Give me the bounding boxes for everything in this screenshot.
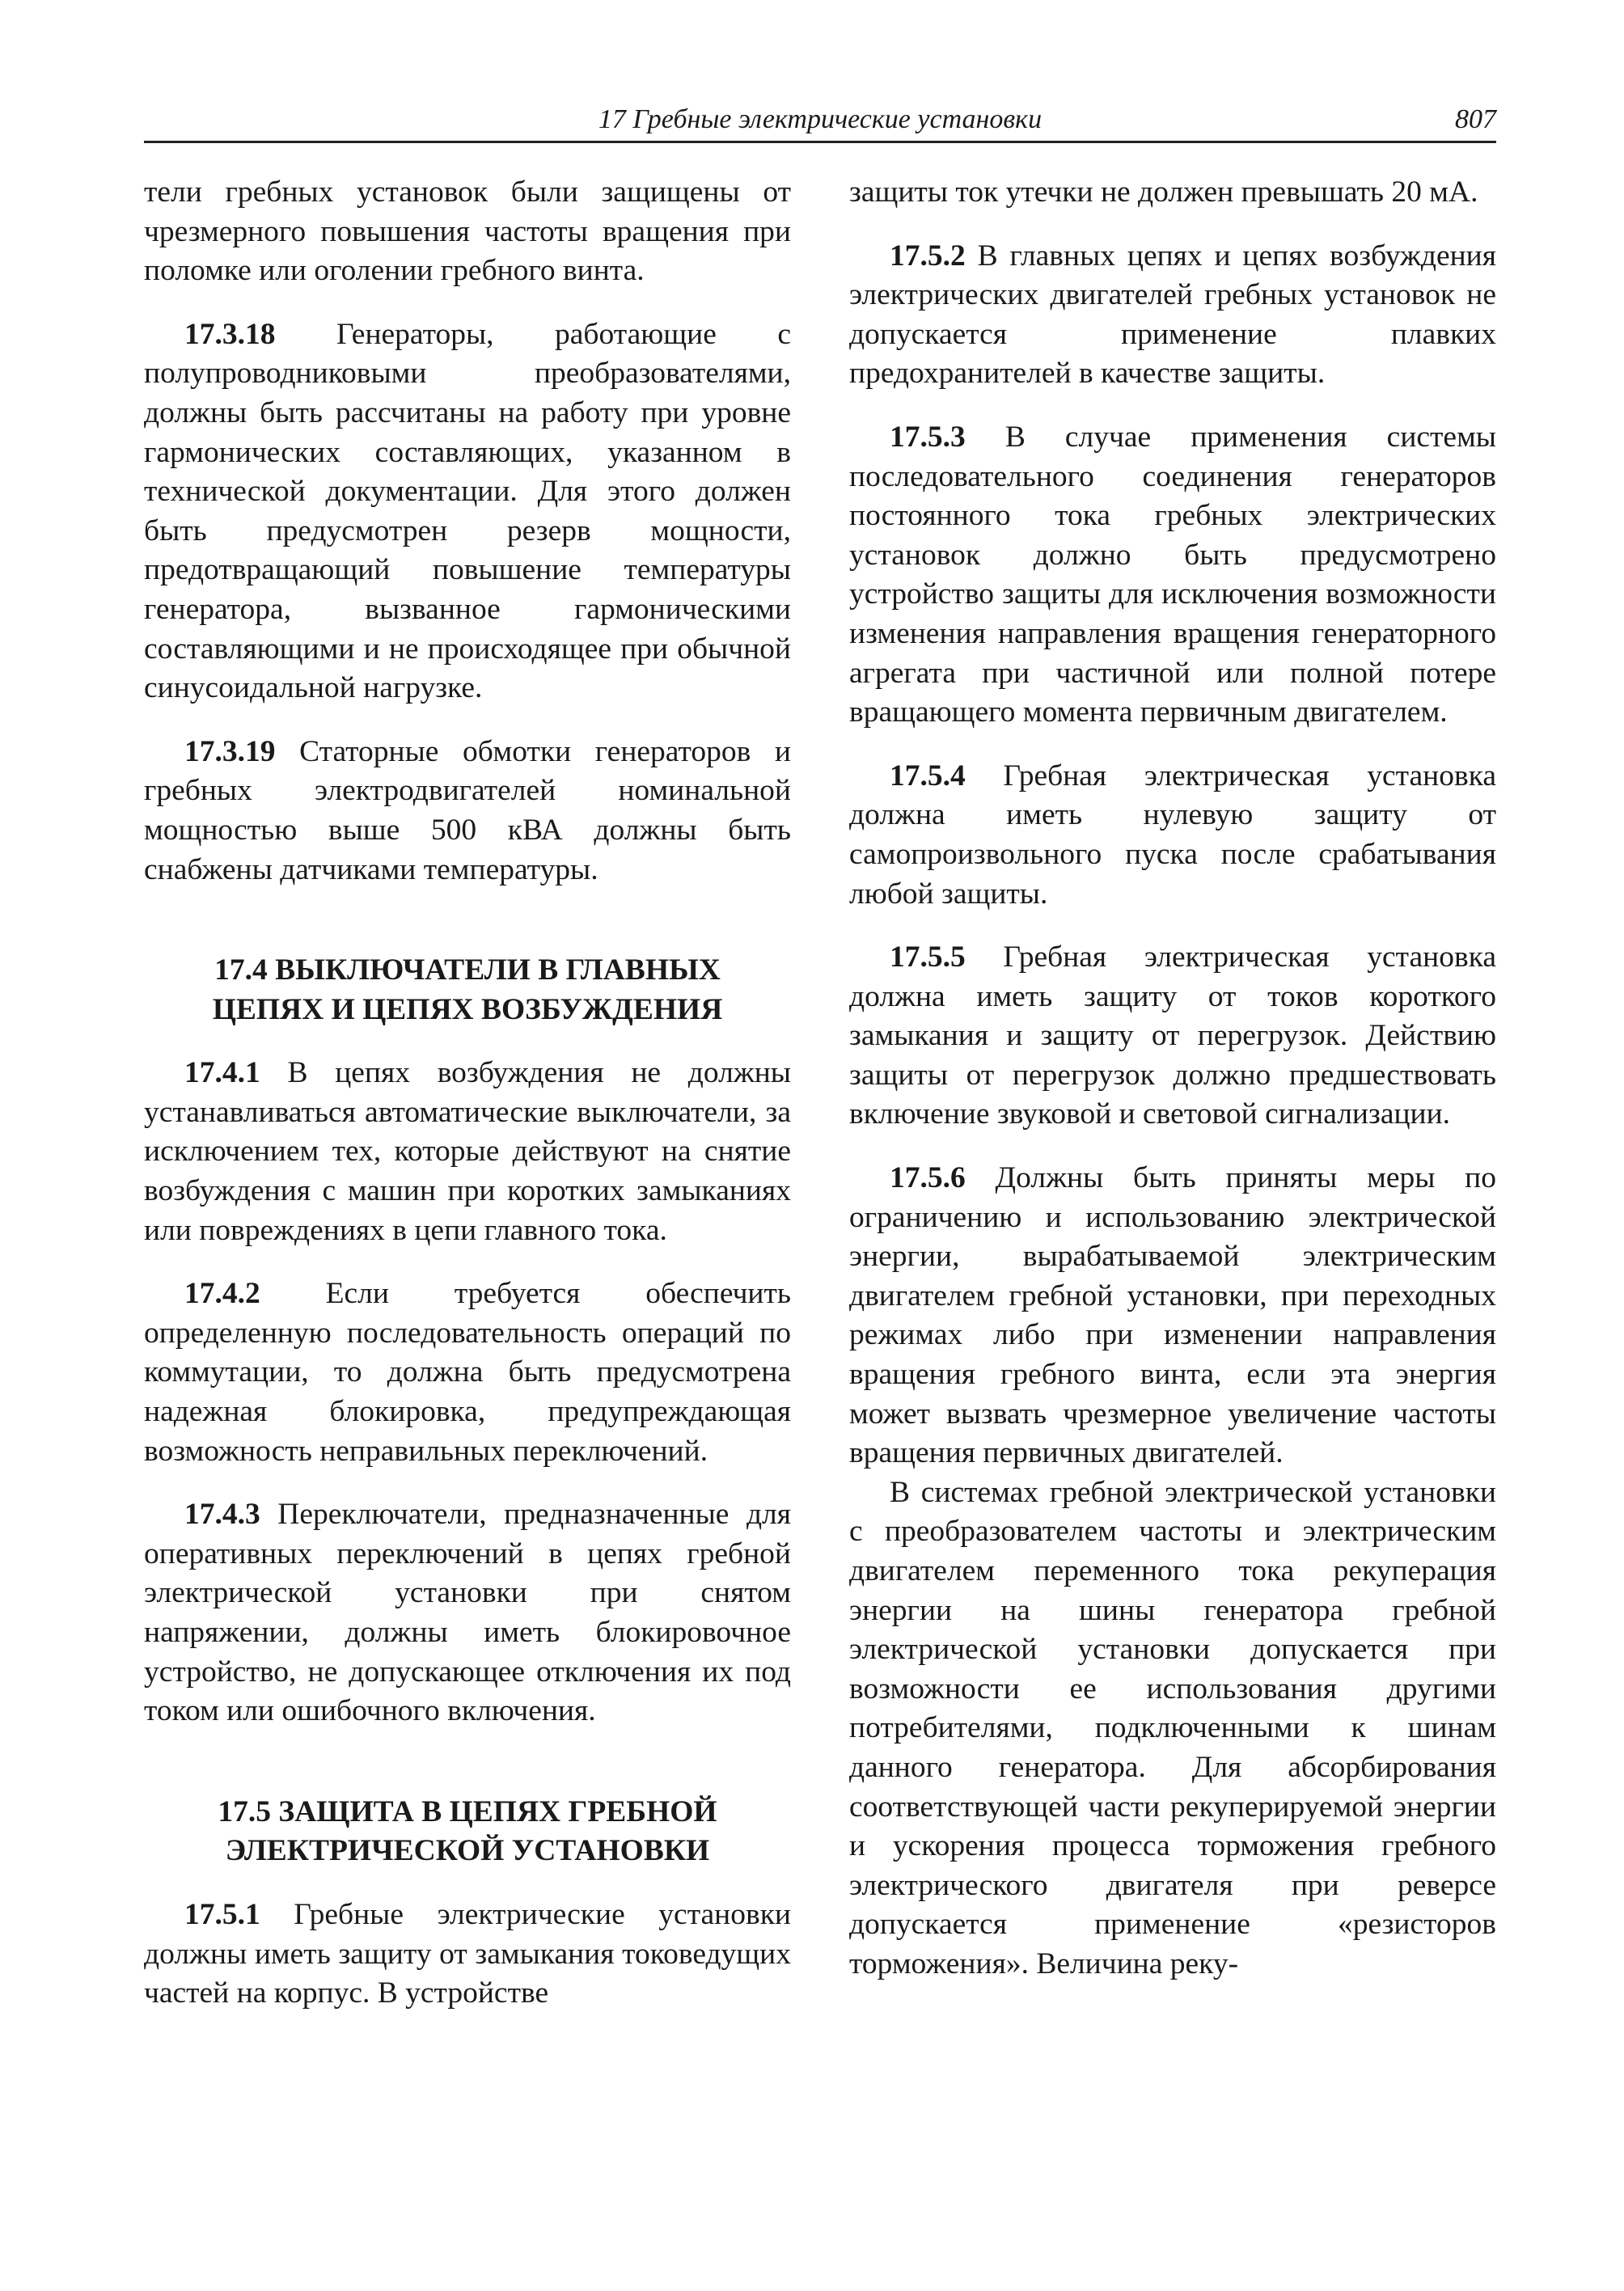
paragraph-text: защиты ток утечки не должен превышать 20 мА. [849,175,1478,209]
clause-text: Статорные обмотки генераторов и гребных электродвигателей номинальной мощностью выше 500 кВА должны быть снабжены датчиками температуры. [144,734,791,886]
clause-17-5-6 [849,1159,1496,1473]
clause-17-5-2 [849,237,1496,394]
section-heading-line: 17.5 ЗАЩИТА В ЦЕПЯХ ГРЕБНОЙ [218,1794,717,1828]
section-heading-17-4 [144,951,791,1029]
clause-text: Если требуется обеспечить определенную последовательность операций по коммутации, то должна быть предусмотрена надежная блокировка, предупреждающая возможность неправильных переключений. [144,1277,791,1468]
paragraph-continued [849,173,1496,213]
paragraph-text: В системах гребной электрической установки с преобразователем частоты и электрическим двигателем переменного тока рекуперация энергии на шины генератора гребной электрической установки допускается при возможности ее использования другими потребителями, подключенными к шинам данного генератора. Для абсорбирования соответствующей части рекуперируемой энергии и ускорения процесса торможения гребного электрического двигателя при реверсе допускается применение «резисторов торможения». Величина реку- [849,1475,1496,1980]
clause-number: 17.3.18 [184,317,276,351]
clause-number: 17.5.3 [890,420,966,454]
clause-17-4-2 [144,1274,791,1471]
paragraph-recuperation [849,1473,1496,1985]
clause-text: Гребная электрическая установка должна иметь защиту от токов короткого замыкания и защиту от перегрузок. Действию защиты от перегрузок должно предшествовать включение звуковой и световой сигнализации. [849,940,1496,1131]
clause-text: Гребные электрические установки должны иметь защиту от замыкания токоведущих частей на корпус. В устройстве [144,1897,791,2010]
right-column [849,173,1496,1985]
page-number: 807 [1455,104,1496,134]
clause-number: 17.5.5 [890,940,966,974]
clause-text: Гребная электрическая установка должна иметь нулевую защиту от самопроизвольного пуска после срабатывания любой защиты. [849,759,1496,911]
clause-text: Переключатели, предназначенные для оперативных переключений в цепях гребной электрической установки при снятом напряжении, должны иметь блокировочное устройство, не допускающее отключения их под током или ошибочного включения. [144,1498,791,1728]
clause-number: 17.5.6 [890,1161,966,1195]
clause-number: 17.5.1 [184,1897,260,1931]
clause-number: 17.4.2 [184,1277,260,1311]
clause-17-3-19 [144,733,791,890]
clause-number: 17.4.3 [184,1498,260,1532]
clause-17-3-18 [144,315,791,708]
clause-number: 17.4.1 [184,1056,260,1090]
clause-text: Генераторы, работающие с полупроводниковыми преобразователями, должны быть рассчитаны на работу при уровне гармонических составляющих, указанном в технической документации. Для этого должен быть предусмотрен резерв мощности, предотвращающий повышение температуры генератора, вызванное гармоническими составляющими и не происходящее при обычной синусоидальной нагрузке. [144,317,791,705]
section-heading-17-5 [144,1793,791,1871]
clause-17-5-5 [849,938,1496,1135]
section-heading-line: ЦЕПЯХ И ЦЕПЯХ ВОЗБУЖДЕНИЯ [212,992,723,1026]
paragraph-continued [144,173,791,291]
clause-17-5-1 [144,1896,791,2014]
clause-number: 17.3.19 [184,734,276,768]
paragraph-text: тели гребных установок были защищены от чрезмерного повышения частоты вращения при поломке или оголении гребного винта. [144,175,791,288]
running-header [144,102,1496,143]
clause-17-4-1 [144,1054,791,1250]
header-title: 17 Гребные электрические установки [598,104,1042,134]
clause-17-5-4 [849,757,1496,914]
clause-number: 17.5.2 [890,239,966,273]
clause-17-5-3 [849,418,1496,733]
clause-text: В случае применения системы последовательного соединения генераторов постоянного тока гребных электрических установок должно быть предусмотрено устройство защиты для исключения возможности изменения направления вращения генераторного агрегата при частичной или полной потере вращающего момента первичным двигателем. [849,420,1496,729]
section-heading-line: 17.4 ВЫКЛЮЧАТЕЛИ В ГЛАВНЫХ [214,953,721,987]
clause-17-4-3 [144,1495,791,1731]
section-heading-line: ЭЛЕКТРИЧЕСКОЙ УСТАНОВКИ [225,1834,710,1868]
clause-text: В цепях возбуждения не должны устанавливаться автоматические выключатели, за исключением тех, которые действуют на снятие возбуждения с машин при коротких замыканиях или повреждениях в цепи главного тока. [144,1056,791,1247]
clause-number: 17.5.4 [890,759,966,793]
clause-text: Должны быть приняты меры по ограничению и использованию электрической энергии, вырабатываемой электрическим двигателем гребной установки, при переходных режимах либо при изменении направления вращения гребного винта, если эта энергия может вызвать чрезмерное увеличение частоты вращения первичных двигателей. [849,1161,1496,1470]
left-column [144,173,791,2014]
clause-text: В главных цепях и цепях возбуждения электрических двигателей гребных установок не допускается применение плавких предохранителей в качестве защиты. [849,239,1496,391]
